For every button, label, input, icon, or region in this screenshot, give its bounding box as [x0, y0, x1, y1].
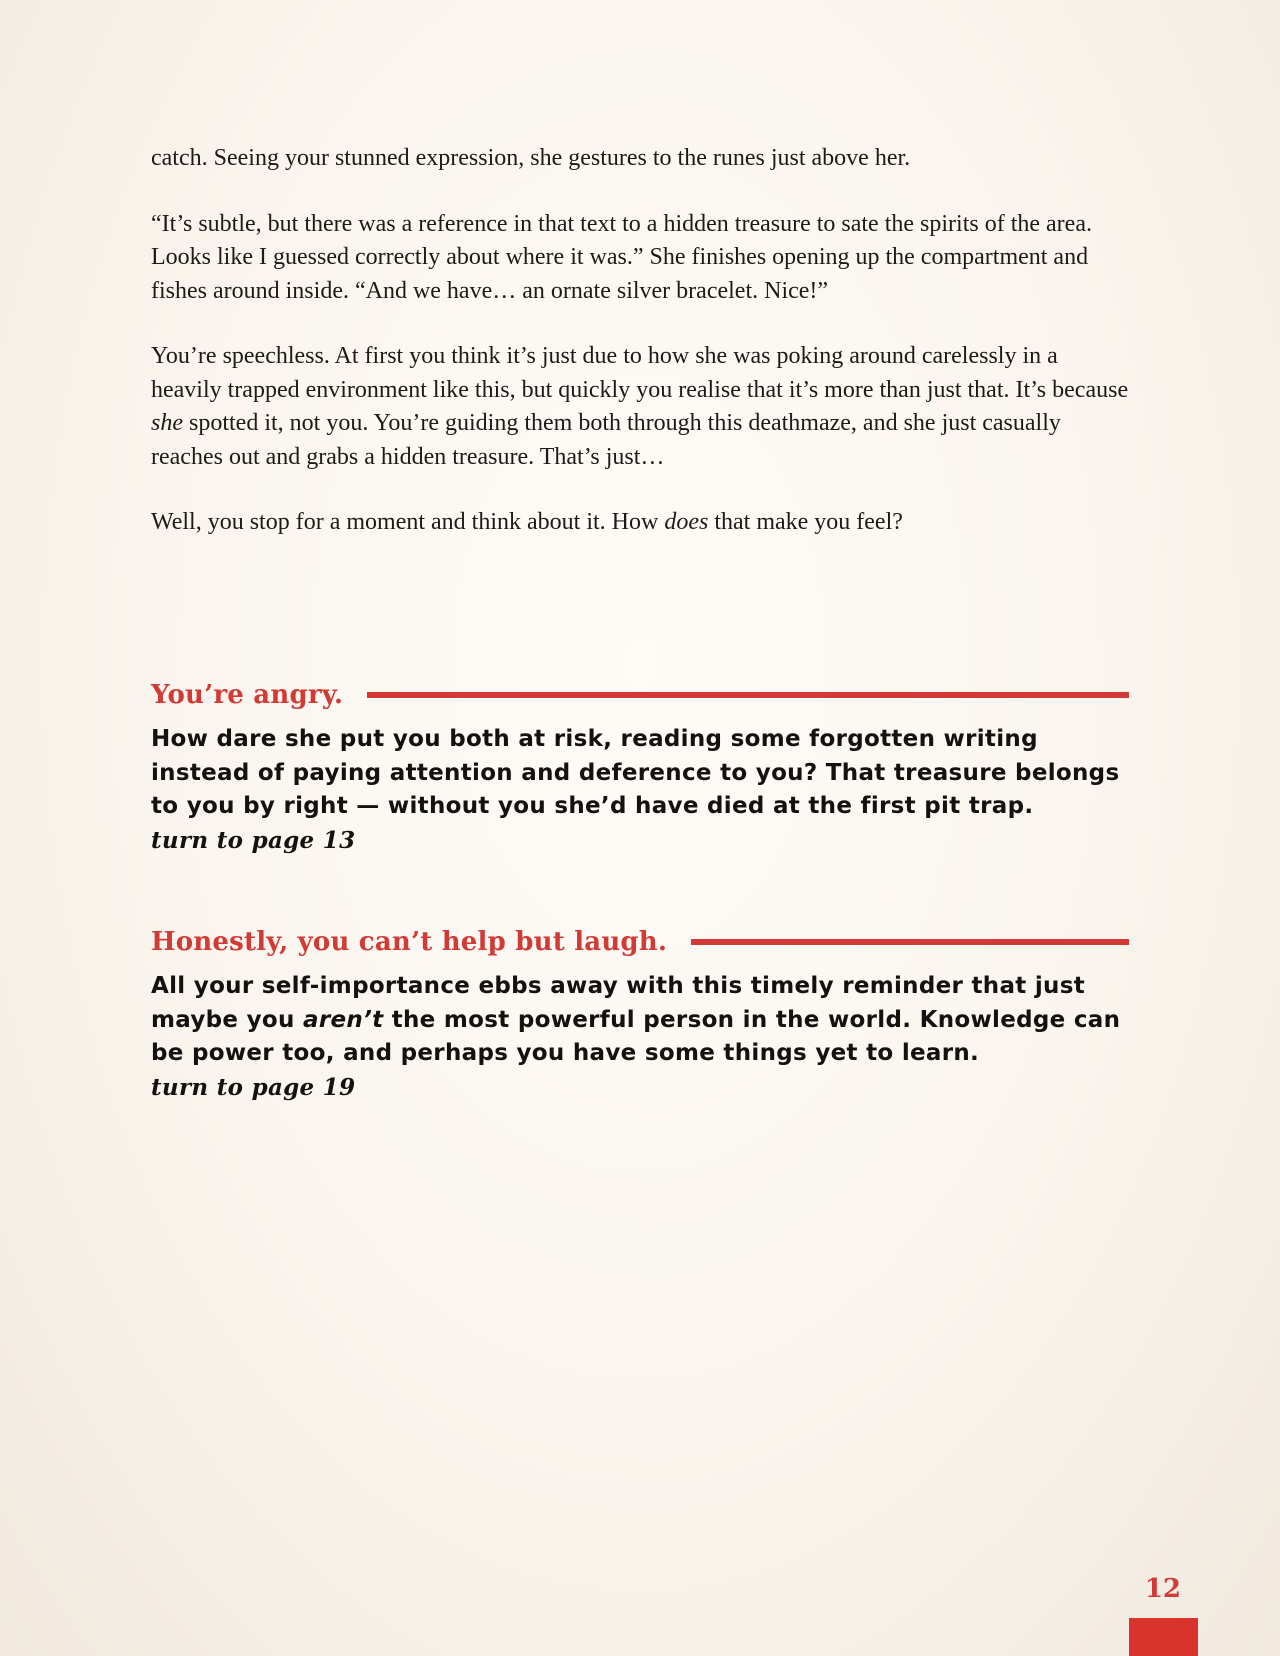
choice-divider [367, 692, 1129, 698]
choice-laugh [151, 922, 1131, 1101]
choice-title: Honestly, you can’t help but laugh. [151, 927, 668, 957]
choice-header [151, 675, 1131, 715]
choice-divider [691, 939, 1129, 945]
choice-angry [151, 675, 1131, 854]
page-corner-tab [1129, 1618, 1198, 1656]
narrative-paragraph-3-end: spotted it, not you. You’re guiding them both through this deathmaze, and she just casually reaches out and grabs a hidden treasure. That’s just… [151, 410, 1061, 470]
turn-to-page-13-link[interactable]: turn to page 13 [151, 826, 356, 854]
choice-emphasis-arent: aren’t [303, 1006, 384, 1033]
choice-description [151, 970, 1131, 1071]
narrative-paragraph-1: catch. Seeing your stunned expression, she gestures to the runes just above her. [151, 145, 911, 171]
narrative-paragraph-3-start: You’re speechless. At first you think it’s just due to how she was poking around carelessly in a heavily trapped environment like this, but quickly you realise that it’s more than just that. It’s because [151, 343, 1129, 403]
narrative-paragraph-4-end: that make you feel? [708, 509, 903, 535]
narrative-paragraph-4 [151, 506, 1131, 540]
choice-description-end: the most powerful person in the world. Knowledge can be power too, and perhaps you have some things yet to learn. [151, 1006, 1121, 1066]
page-number: 12 [1144, 1574, 1181, 1604]
choice-header [151, 922, 1131, 962]
narrative-paragraph-2: “It’s subtle, but there was a reference in that text to a hidden treasure to sate the spirits of the area. Looks like I guessed correctly about where it was.” She finishes opening up the compartment and fishes around inside. “And we have… an ornate silver bracelet. Nice!” [151, 210, 1092, 304]
narrative-emphasis-she: she [151, 410, 183, 436]
turn-to-page-19-link[interactable]: turn to page 19 [151, 1073, 356, 1101]
narrative-text [151, 142, 1131, 572]
choice-title: You’re angry. [151, 680, 344, 710]
narrative-paragraph-4-start: Well, you stop for a moment and think about it. How [151, 509, 665, 535]
choice-description: How dare she put you both at risk, reading some forgotten writing instead of paying attention and deference to you? That treasure belongs to you by right — without you she’d have died at the first pit trap. [151, 726, 1120, 819]
choice-description-start: All your self-importance ebbs away with this timely reminder that just maybe you [151, 973, 1086, 1033]
narrative-emphasis-does: does [664, 509, 709, 535]
narrative-paragraph-3 [151, 340, 1131, 474]
